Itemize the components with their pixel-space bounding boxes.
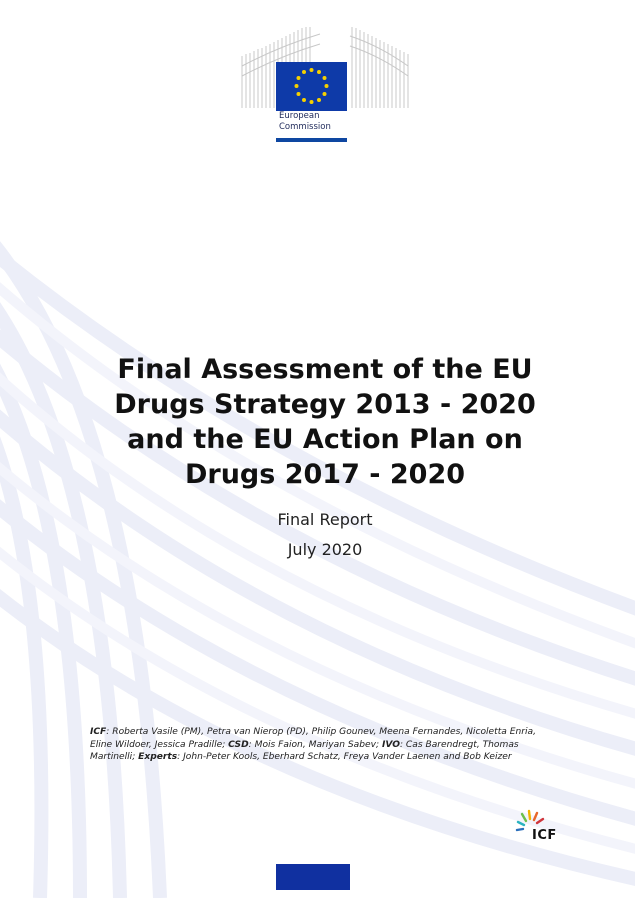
footer-flag-bar xyxy=(276,864,350,890)
author-names: Mois Faion, Mariyan Sabev xyxy=(254,739,376,750)
logo-underline xyxy=(276,138,347,142)
author-org: CSD xyxy=(228,739,249,750)
publisher-name xyxy=(279,111,331,133)
author-names: John-Peter Kools, Eberhard Schatz, Freya Vander Laenen and Bob Keizer xyxy=(183,752,512,762)
icf-logo-text: ICF xyxy=(532,828,557,843)
author-org: IVO xyxy=(381,739,400,750)
title-line: Drugs Strategy 2013 - 2020 xyxy=(114,389,536,420)
title-line: Final Assessment of the EU xyxy=(117,354,533,385)
author-org: Experts xyxy=(138,752,178,762)
publisher-name-line2: Commission xyxy=(279,122,331,132)
authors-block: ICF: Roberta Vasile (PM), Petra van Nierop (PD), Philip Gounev, Meena Fernandes, Nicoletta Enria, Eline Wildoer, Jessica Pradille; CSD: Mois Faion, Mariyan Sabev; IVO: Cas Barendregt, Thomas Martinelli; Experts: John-Peter Kools, Eberhard Schatz, Freya Vander Laenen and Bob Keizer xyxy=(90,727,536,762)
title-line: Drugs 2017 - 2020 xyxy=(184,459,466,490)
author-names: Roberta Vasile (PM), Petra van Nierop (PD), Philip Gounev, Meena Fernandes, Nicoletta Enria, Eline Wildoer, Jessica Pradille xyxy=(90,727,536,750)
title-line: and the EU Action Plan on xyxy=(127,424,523,455)
report-subtitle: Final Report xyxy=(277,510,373,529)
report-title xyxy=(60,352,590,492)
author-names: Cas Barendregt, Thomas Martinelli xyxy=(90,739,519,762)
publisher-name-line1: European xyxy=(279,111,320,121)
author-org: ICF xyxy=(90,727,107,737)
report-date: July 2020 xyxy=(287,540,363,559)
